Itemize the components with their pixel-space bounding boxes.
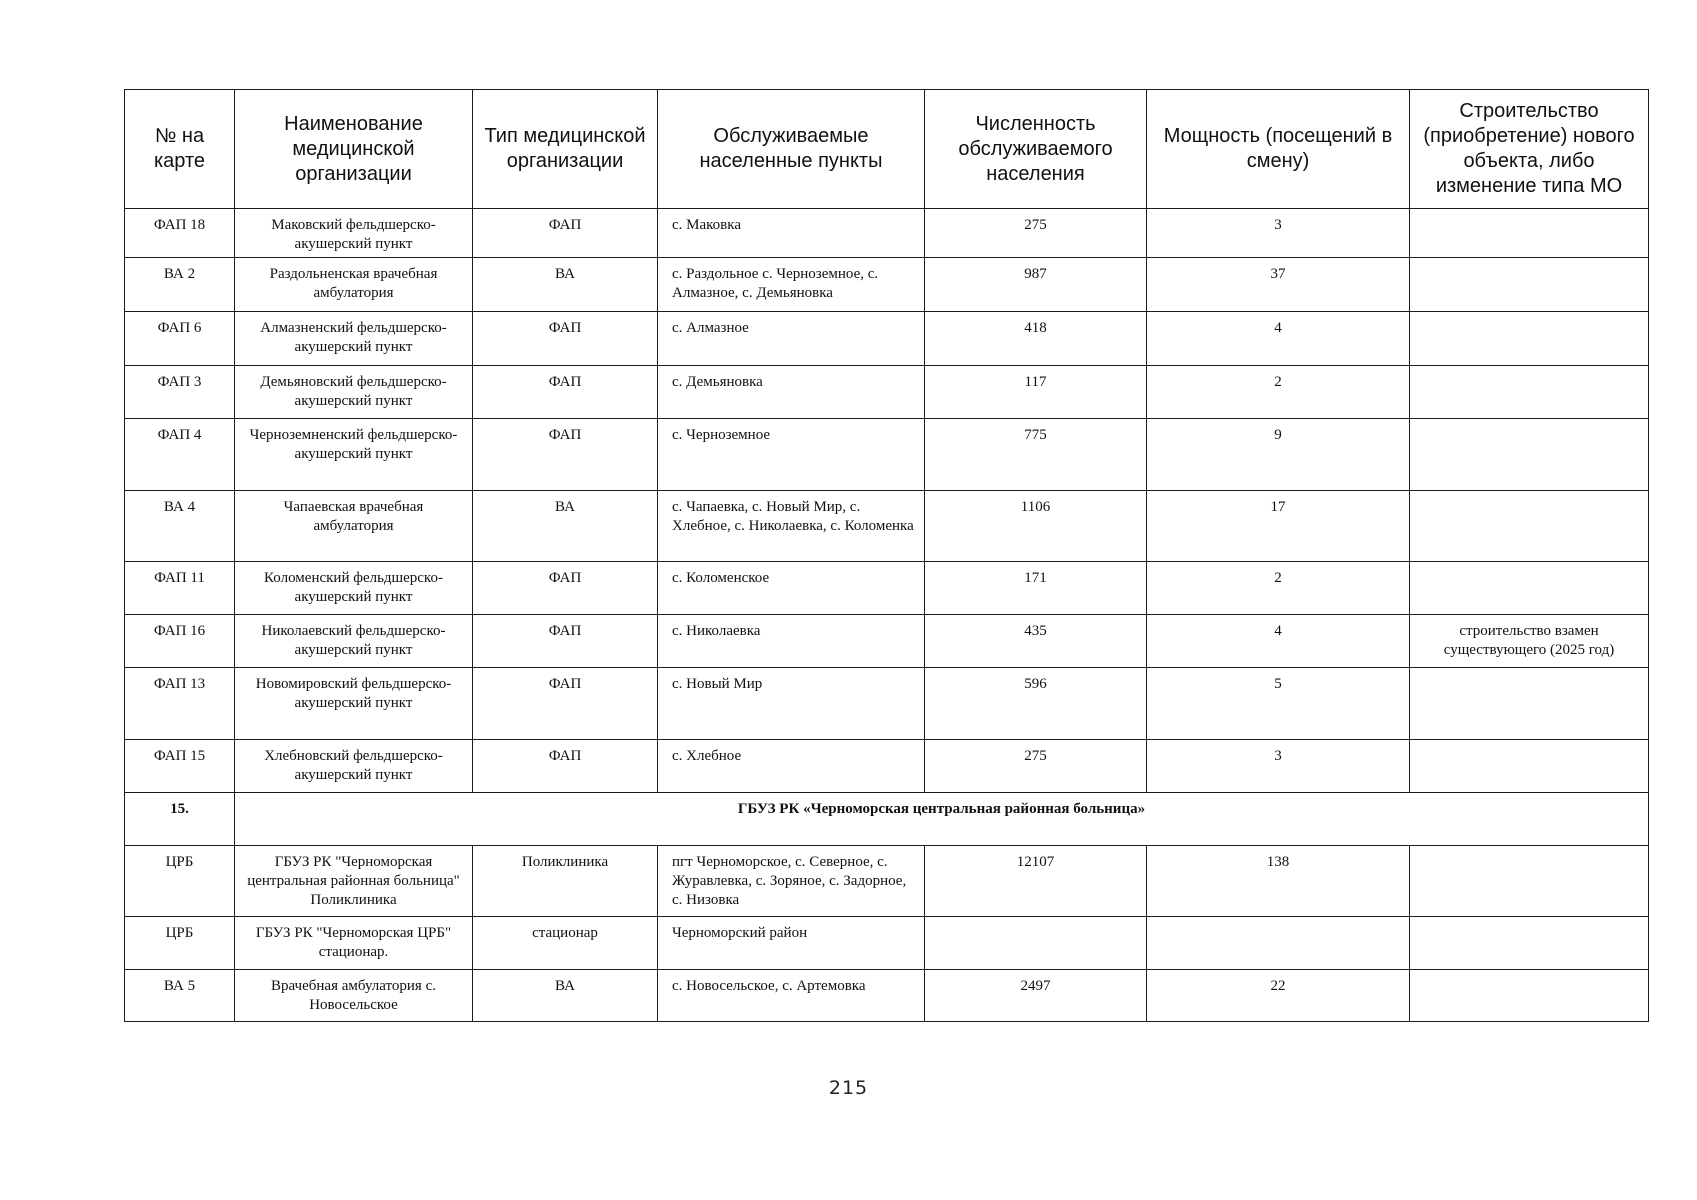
cell-organization-name: Врачебная амбулатория с. Новосельское xyxy=(235,970,473,1022)
cell-capacity xyxy=(1147,917,1410,970)
cell-population: 435 xyxy=(925,615,1147,668)
cell-organization-name: ГБУЗ РК "Черноморская ЦРБ" стационар. xyxy=(235,917,473,970)
table-row xyxy=(125,491,1649,562)
cell-served-settlements: с. Алмазное xyxy=(658,312,925,366)
cell-organization-type: ВА xyxy=(473,970,658,1022)
table-row xyxy=(125,366,1649,419)
cell-construction xyxy=(1410,846,1649,917)
facilities-table xyxy=(124,89,1649,1022)
cell-construction: строительство взамен существующего (2025 год) xyxy=(1410,615,1649,668)
table-row xyxy=(125,209,1649,258)
cell-served-settlements: Черноморский район xyxy=(658,917,925,970)
cell-population: 171 xyxy=(925,562,1147,615)
cell-map-number: ЦРБ xyxy=(125,846,235,917)
cell-served-settlements: с. Раздольное с. Черноземное, с. Алмазное, с. Демьяновка xyxy=(658,258,925,312)
cell-organization-name: Чапаевская врачебная амбулатория xyxy=(235,491,473,562)
cell-organization-name: Коломенский фельдшерско-акушерский пункт xyxy=(235,562,473,615)
cell-map-number: ФАП 18 xyxy=(125,209,235,258)
cell-capacity: 9 xyxy=(1147,419,1410,491)
cell-organization-name: Черноземненский фельдшерско- акушерский пункт xyxy=(235,419,473,491)
cell-capacity: 4 xyxy=(1147,615,1410,668)
table-row xyxy=(125,312,1649,366)
cell-construction xyxy=(1410,312,1649,366)
header-map-number: № на карте xyxy=(125,90,235,209)
cell-served-settlements: с. Николаевка xyxy=(658,615,925,668)
cell-organization-name: Маковский фельдшерско-акушерский пункт xyxy=(235,209,473,258)
header-organization-type: Тип медицинской организации xyxy=(473,90,658,209)
cell-organization-type: ФАП xyxy=(473,366,658,419)
cell-served-settlements: с. Коломенское xyxy=(658,562,925,615)
cell-construction xyxy=(1410,740,1649,793)
cell-organization-type: стационар xyxy=(473,917,658,970)
cell-capacity: 2 xyxy=(1147,366,1410,419)
table-row xyxy=(125,668,1649,740)
table-row xyxy=(125,419,1649,491)
cell-population: 275 xyxy=(925,740,1147,793)
section-number xyxy=(125,793,235,846)
cell-capacity: 5 xyxy=(1147,668,1410,740)
cell-map-number: ФАП 3 xyxy=(125,366,235,419)
cell-construction xyxy=(1410,668,1649,740)
cell-organization-type: ФАП xyxy=(473,209,658,258)
cell-organization-type: Поликлиника xyxy=(473,846,658,917)
cell-construction xyxy=(1410,491,1649,562)
cell-organization-name: Николаевский фельдшерско-акушерский пункт xyxy=(235,615,473,668)
cell-population: 775 xyxy=(925,419,1147,491)
cell-population: 596 xyxy=(925,668,1147,740)
cell-served-settlements: с. Маковка xyxy=(658,209,925,258)
cell-population: 12107 xyxy=(925,846,1147,917)
cell-served-settlements: с. Демьяновка xyxy=(658,366,925,419)
cell-organization-type: ФАП xyxy=(473,668,658,740)
section-title: ГБУЗ РК «Черноморская центральная районная больница» xyxy=(235,793,1649,846)
cell-population: 117 xyxy=(925,366,1147,419)
cell-capacity: 2 xyxy=(1147,562,1410,615)
table-row xyxy=(125,740,1649,793)
cell-capacity: 37 xyxy=(1147,258,1410,312)
section-number-text: 15. xyxy=(170,801,189,817)
cell-map-number: ФАП 16 xyxy=(125,615,235,668)
page-number: 215 xyxy=(828,1077,869,1099)
cell-organization-type: ФАП xyxy=(473,312,658,366)
cell-map-number: ВА 2 xyxy=(125,258,235,312)
cell-organization-name: ГБУЗ РК "Черноморская центральная районная больница" Поликлиника xyxy=(235,846,473,917)
cell-served-settlements: с. Новосельское, с. Артемовка xyxy=(658,970,925,1022)
table-row xyxy=(125,917,1649,970)
cell-organization-name: Демьяновский фельдшерско-акушерский пункт xyxy=(235,366,473,419)
cell-organization-type: ВА xyxy=(473,258,658,312)
cell-organization-type: ФАП xyxy=(473,740,658,793)
cell-population: 1106 xyxy=(925,491,1147,562)
header-construction: Строительство (приобретение) нового объекта, либо изменение типа МО xyxy=(1410,90,1649,209)
cell-population: 2497 xyxy=(925,970,1147,1022)
cell-organization-name: Алмазненский фельдшерско-акушерский пункт xyxy=(235,312,473,366)
table-row xyxy=(125,615,1649,668)
cell-map-number: ФАП 11 xyxy=(125,562,235,615)
cell-organization-name: Раздольненская врачебная амбулатория xyxy=(235,258,473,312)
cell-organization-name: Новомировский фельдшерско- акушерский пункт xyxy=(235,668,473,740)
cell-map-number: ВА 5 xyxy=(125,970,235,1022)
cell-organization-type: ФАП xyxy=(473,615,658,668)
cell-population xyxy=(925,917,1147,970)
header-organization-name: Наименование медицинской организации xyxy=(235,90,473,209)
cell-population: 987 xyxy=(925,258,1147,312)
cell-map-number: ФАП 4 xyxy=(125,419,235,491)
table-row xyxy=(125,562,1649,615)
cell-served-settlements: с. Черноземное xyxy=(658,419,925,491)
cell-served-settlements: с. Чапаевка, с. Новый Мир, с. Хлебное, с. Николаевка, с. Коломенка xyxy=(658,491,925,562)
cell-capacity: 17 xyxy=(1147,491,1410,562)
cell-capacity: 3 xyxy=(1147,740,1410,793)
header-capacity: Мощность (посещений в смену) xyxy=(1147,90,1410,209)
cell-construction xyxy=(1410,419,1649,491)
table-header-row xyxy=(125,90,1649,209)
cell-capacity: 22 xyxy=(1147,970,1410,1022)
cell-construction xyxy=(1410,258,1649,312)
cell-capacity: 138 xyxy=(1147,846,1410,917)
section-row xyxy=(125,793,1649,846)
cell-served-settlements: пгт Черноморское, с. Северное, с. Журавлевка, с. Зоряное, с. Задорное, с. Низовка xyxy=(658,846,925,917)
cell-organization-name: Хлебновский фельдшерско-акушерский пункт xyxy=(235,740,473,793)
cell-organization-type: ФАП xyxy=(473,562,658,615)
table-row xyxy=(125,846,1649,917)
cell-organization-type: ВА xyxy=(473,491,658,562)
cell-population: 275 xyxy=(925,209,1147,258)
header-population: Численность обслуживаемого населения xyxy=(925,90,1147,209)
cell-construction xyxy=(1410,209,1649,258)
cell-organization-type: ФАП xyxy=(473,419,658,491)
cell-construction xyxy=(1410,917,1649,970)
cell-map-number: ФАП 15 xyxy=(125,740,235,793)
table-row xyxy=(125,970,1649,1022)
cell-served-settlements: с. Хлебное xyxy=(658,740,925,793)
header-served-settlements: Обслуживаемые населенные пункты xyxy=(658,90,925,209)
cell-capacity: 4 xyxy=(1147,312,1410,366)
cell-construction xyxy=(1410,970,1649,1022)
cell-population: 418 xyxy=(925,312,1147,366)
cell-map-number: ВА 4 xyxy=(125,491,235,562)
cell-map-number: ФАП 13 xyxy=(125,668,235,740)
cell-construction xyxy=(1410,366,1649,419)
cell-map-number: ЦРБ xyxy=(125,917,235,970)
cell-served-settlements: с. Новый Мир xyxy=(658,668,925,740)
cell-map-number: ФАП 6 xyxy=(125,312,235,366)
cell-capacity: 3 xyxy=(1147,209,1410,258)
cell-construction xyxy=(1410,562,1649,615)
table-row xyxy=(125,258,1649,312)
